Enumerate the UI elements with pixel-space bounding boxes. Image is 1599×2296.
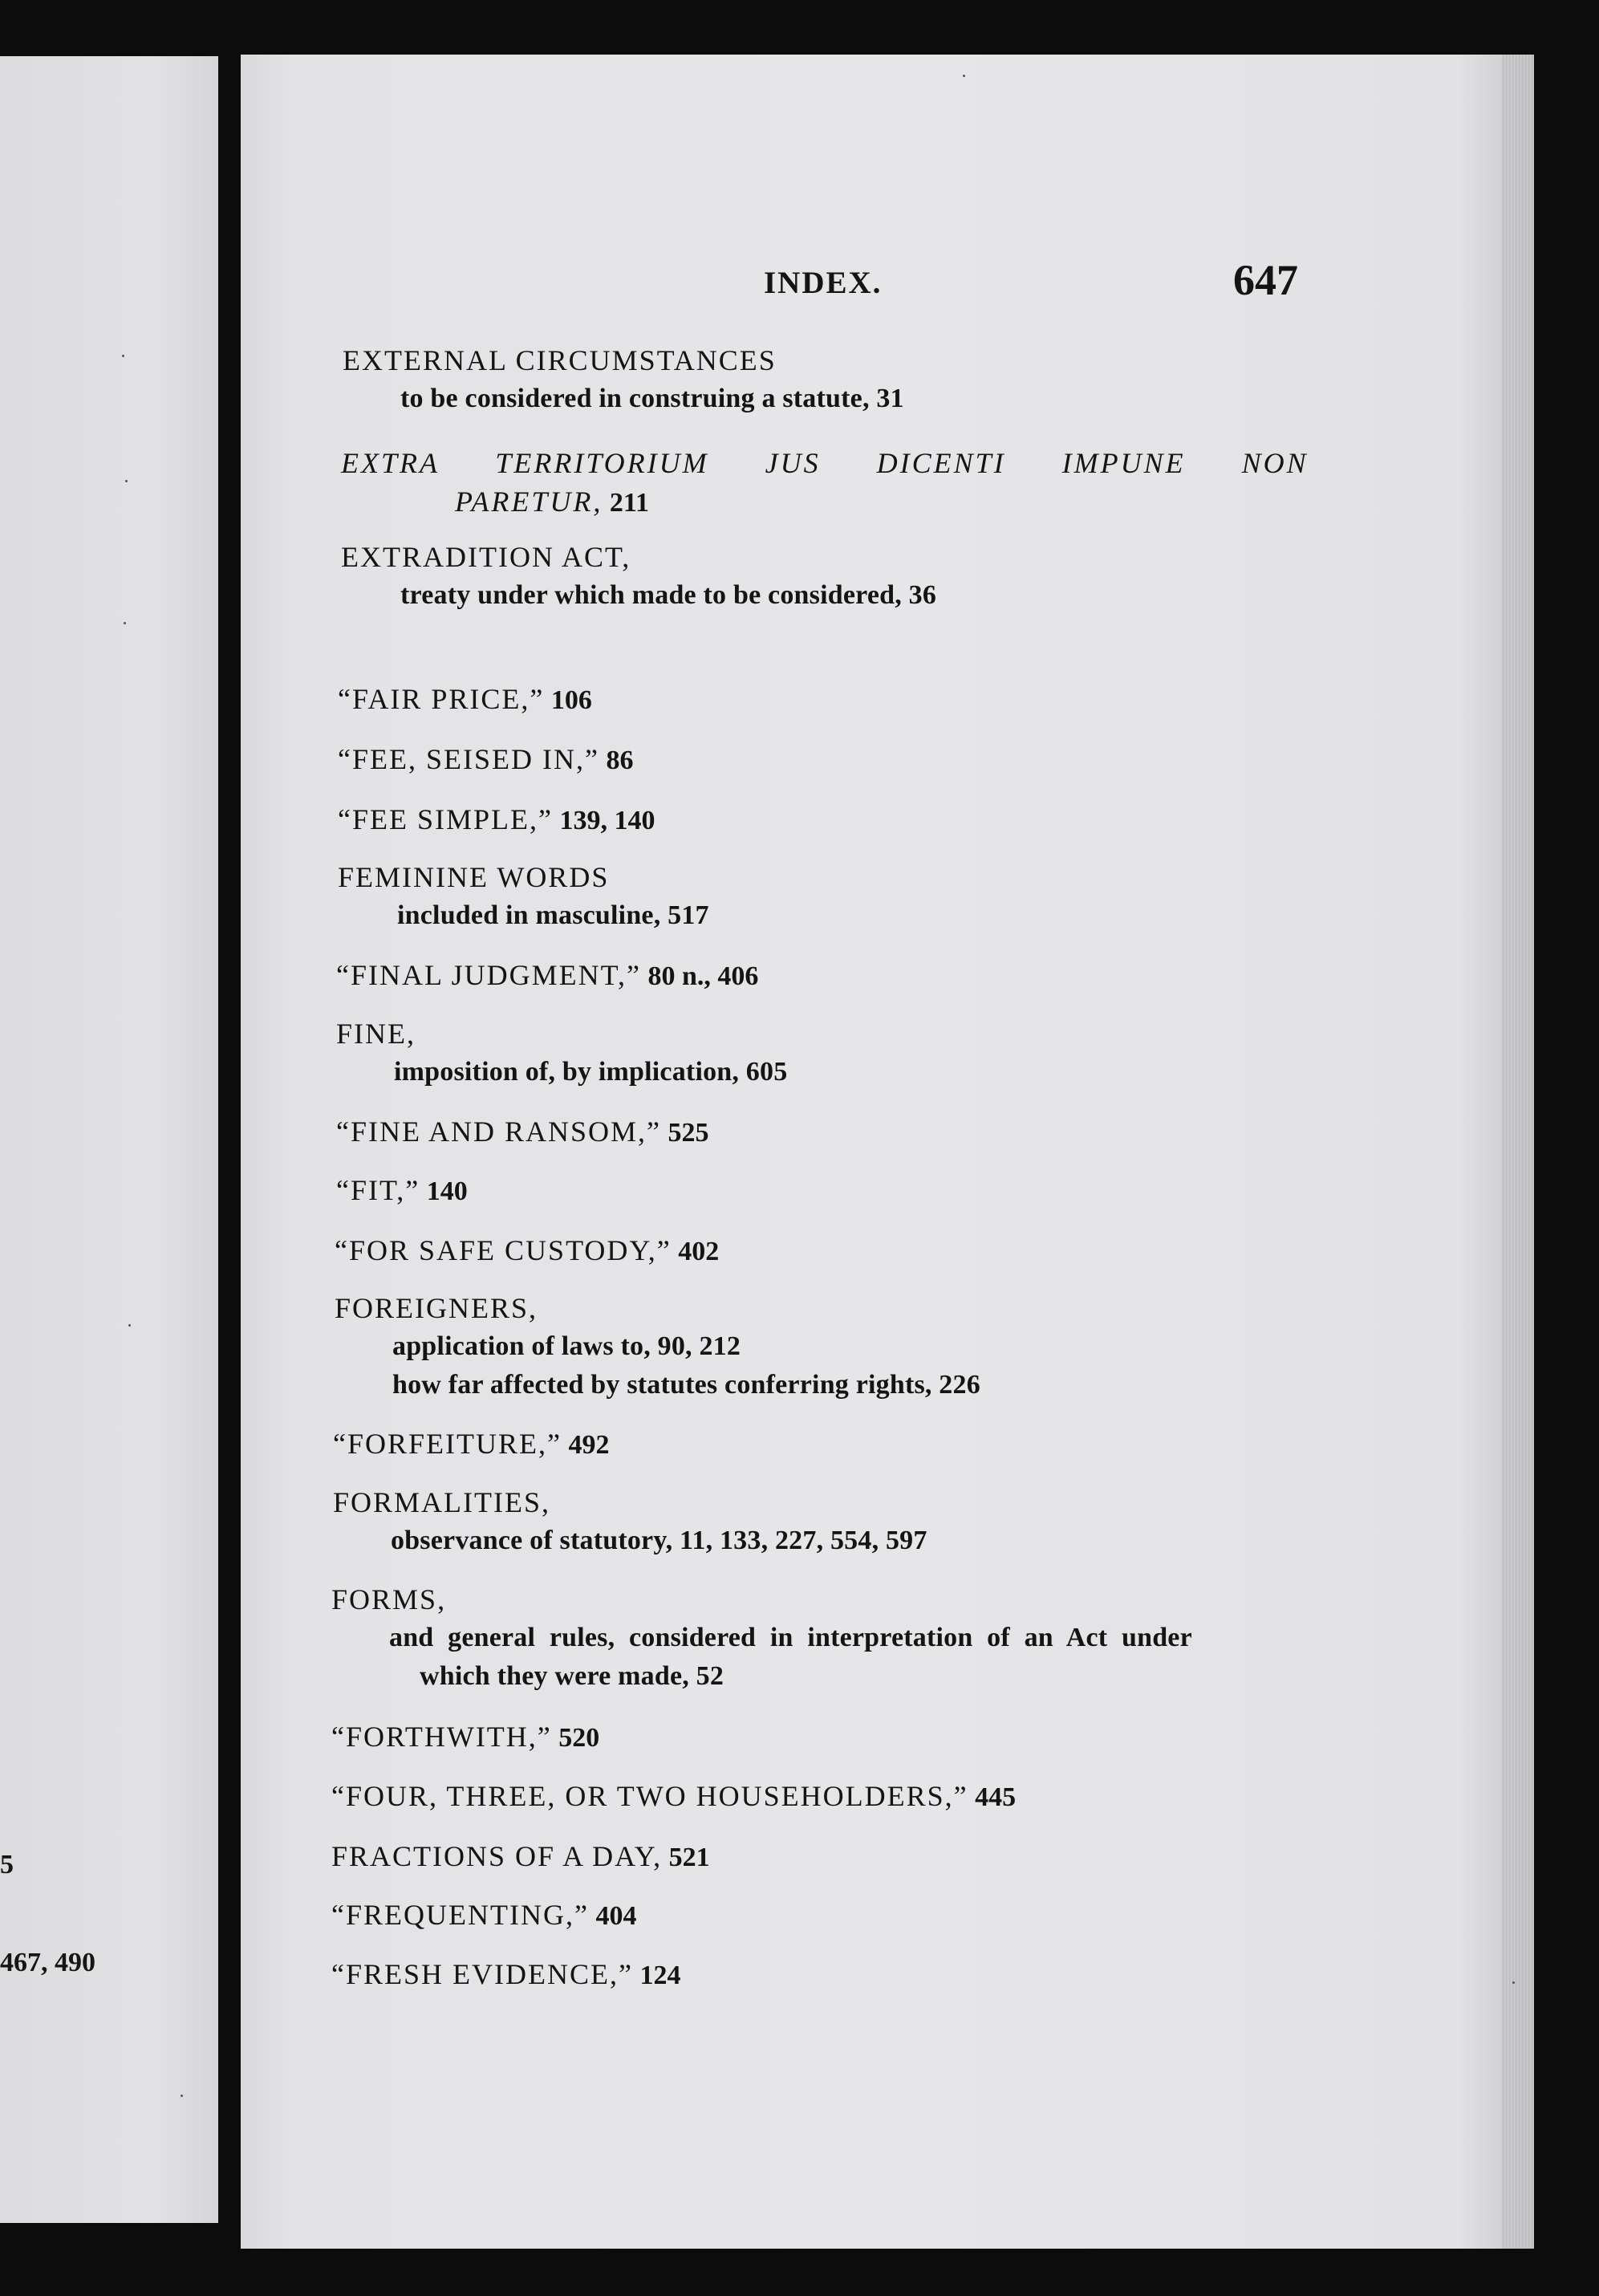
entry-heading: “FORTHWITH,” <box>331 1721 552 1753</box>
speck <box>963 75 965 77</box>
page-number: 647 <box>1233 256 1298 304</box>
entry-subentry: included in masculine, 517 <box>397 900 709 930</box>
entry-page-ref: 86 <box>599 746 634 775</box>
entry-heading: EXTERNAL CIRCUMSTANCES <box>343 344 777 376</box>
entry-heading: “FIT,” <box>336 1174 420 1206</box>
index-entry <box>331 1955 680 1995</box>
entry-subentry: application of laws to, 90, 212 <box>392 1331 741 1361</box>
entry-heading: “FRESH EVIDENCE,” <box>331 1958 633 1990</box>
entry-heading: FRACTIONS OF A DAY, <box>331 1840 663 1872</box>
entry-heading: FORMS, <box>331 1583 447 1615</box>
index-entry <box>336 956 758 996</box>
entry-page-ref: 139, 140 <box>552 806 655 835</box>
speck <box>1512 1981 1515 1984</box>
speck <box>122 355 124 357</box>
entry-page-ref: 140 <box>420 1176 468 1206</box>
entry-page-ref: 520 <box>551 1723 600 1753</box>
speck <box>181 2095 183 2097</box>
entry-page-ref: 106 <box>544 685 592 715</box>
entry-subentry: how far affected by statutes conferring rights, 226 <box>392 1370 980 1400</box>
entry-page-ref: 445 <box>968 1782 1017 1812</box>
running-head: INDEX. <box>764 266 883 300</box>
index-entry <box>338 800 655 840</box>
entry-heading: EXTRADITION ACT, <box>341 541 631 573</box>
entry-heading: “FAIR PRICE,” <box>338 683 545 715</box>
entry-heading-continued <box>455 482 1309 522</box>
entry-heading: “FEE SIMPLE,” <box>338 803 553 835</box>
index-entry <box>336 1112 709 1152</box>
entry-page-ref: 404 <box>588 1901 637 1931</box>
entry-heading: EXTRA TERRITORIUM JUS DICENTI IMPUNE NON <box>341 447 1309 479</box>
index-entry <box>331 1580 1192 1696</box>
index-entry <box>343 341 904 418</box>
index-entry <box>336 1014 787 1091</box>
previous-page-fragment: 467, 490 <box>0 1948 95 1977</box>
entry-heading: “FOUR, THREE, OR TWO HOUSEHOLDERS,” <box>331 1780 968 1812</box>
entry-heading: FEMININE WORDS <box>338 861 610 893</box>
index-entry <box>331 1837 710 1877</box>
index-entry <box>338 858 709 935</box>
previous-page-fragment: 5 <box>0 1850 14 1879</box>
entry-heading: “FINAL JUDGMENT,” <box>336 959 641 991</box>
entry-subentry: treaty under which made to be considered, 36 <box>400 580 937 610</box>
index-entry <box>341 538 936 615</box>
entry-subentry: and general rules, considered in interpretation of an Act under <box>389 1623 1192 1652</box>
index-entry <box>333 1424 609 1465</box>
entry-heading: FINE, <box>336 1018 416 1050</box>
index-entry <box>335 1289 980 1404</box>
entry-page-ref: 525 <box>661 1118 709 1148</box>
index-entry <box>341 444 1309 522</box>
entry-page-ref: 402 <box>671 1237 720 1266</box>
entry-page-ref: 492 <box>561 1430 610 1460</box>
entry-heading: FORMALITIES, <box>333 1486 551 1518</box>
index-entry <box>338 740 633 780</box>
entry-heading: “FINE AND RANSOM,” <box>336 1115 661 1148</box>
entry-page-ref: 80 n., 406 <box>640 961 759 991</box>
index-entry <box>335 1231 719 1271</box>
index-entry <box>336 1171 468 1211</box>
entry-heading: FOREIGNERS, <box>335 1292 538 1324</box>
entry-page-ref: 521 <box>662 1843 710 1872</box>
entry-heading: “FREQUENTING,” <box>331 1899 589 1931</box>
previous-page-strip <box>0 56 218 2223</box>
index-entry <box>333 1483 927 1560</box>
speck <box>125 480 128 482</box>
speck <box>128 1324 131 1327</box>
index-entry <box>331 1777 1016 1817</box>
entry-subentry: which they were made, 52 <box>420 1661 724 1691</box>
entry-heading-latin: PARETUR, <box>455 486 603 518</box>
entry-page-ref: 124 <box>632 1961 681 1990</box>
entry-page-ref: 211 <box>603 488 649 518</box>
index-entry <box>331 1717 599 1758</box>
entry-subentry: to be considered in construing a statute, 31 <box>400 384 904 413</box>
page-edge <box>1502 55 1534 2249</box>
entry-heading: “FORFEITURE,” <box>333 1428 562 1460</box>
entry-subentry: observance of statutory, 11, 133, 227, 554, 597 <box>391 1526 927 1555</box>
index-entry <box>338 680 592 720</box>
entry-heading: “FOR SAFE CUSTODY,” <box>335 1234 672 1266</box>
index-entry <box>331 1896 636 1936</box>
entry-subentry: imposition of, by implication, 605 <box>394 1057 788 1087</box>
speck <box>124 622 126 624</box>
entry-heading: “FEE, SEISED IN,” <box>338 743 599 775</box>
